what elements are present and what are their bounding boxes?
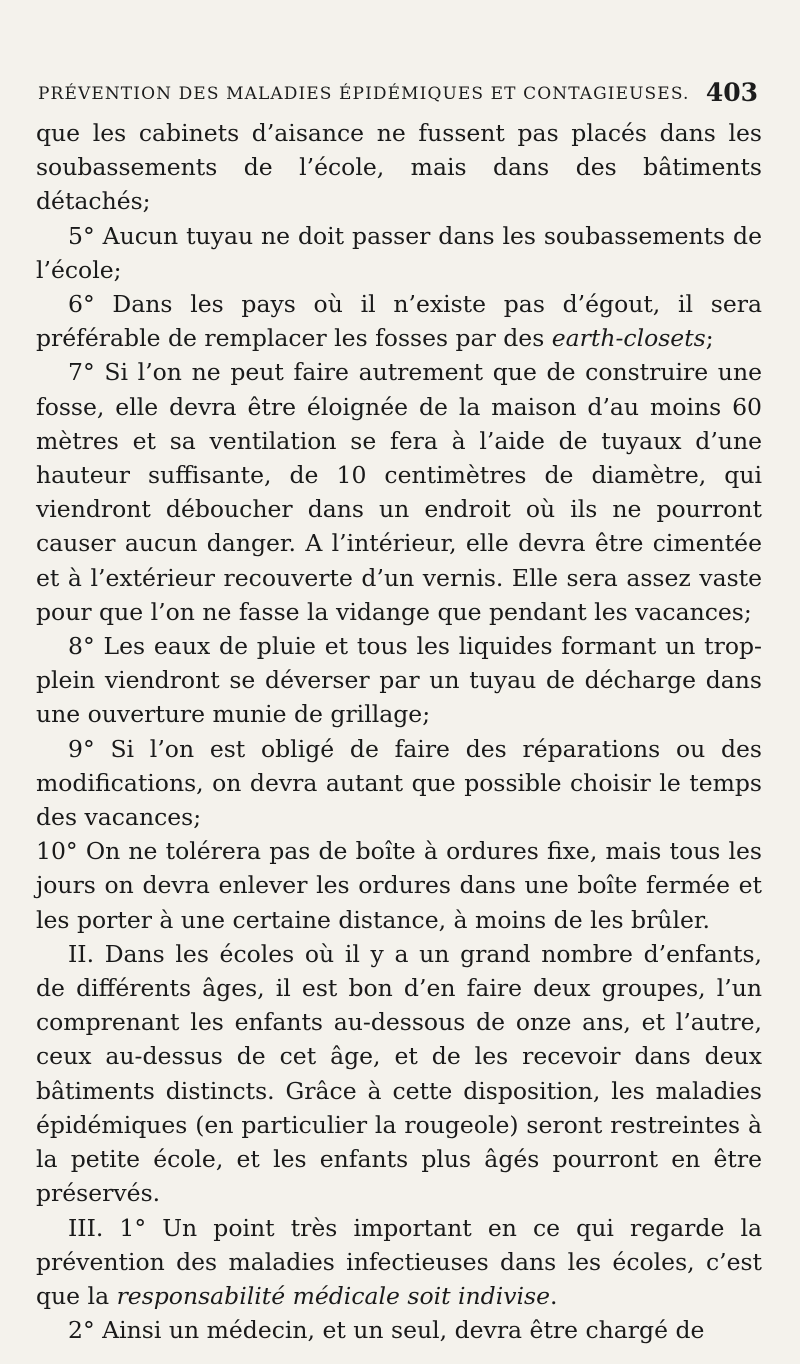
- paragraph-text: III. 1° Un point très important en ce qui regarde la prévention des maladies infectieuses dans les écoles, c’est que la: [36, 1213, 762, 1310]
- paragraph-text: 5° Aucun tuyau ne doit passer dans les soubassements de l’école;: [36, 221, 762, 284]
- paragraph-text: ;: [705, 324, 714, 353]
- italic-phrase: responsabilité médicale soit indivise: [116, 1281, 550, 1310]
- paragraph-text: 7° Si l’on ne peut faire autrement que de construire une fosse, elle devra être éloignée de la maison d’au moins 60 mètres et sa ventilation se fera à l’aide de tuyaux d’une hauteur suffisante, de 10 centimètres de diamètre, qui viendront déboucher dans un endroit où ils ne pourront causer aucun danger. A l’intérieur, elle devra être cimentée et à l’extérieur recouverte d’un vernis. Elle sera assez vaste pour que l’on ne fasse la vidange que pendant les vacances;: [36, 358, 762, 626]
- paragraph-item-9: [36, 732, 762, 835]
- paragraph-item-2: [36, 1313, 762, 1347]
- paragraph-text: 10° On ne tolérera pas de boîte à ordures fixe, mais tous les jours on devra enlever les ordures dans une boîte fermée et les porter à une certaine distance, à moins de les brûler.: [36, 837, 762, 934]
- paragraph-text: que les cabinets d’aisance ne fussent pas placés dans les soubassements de l’école, mais dans des bâtiments détachés;: [36, 119, 762, 216]
- paragraph-item-6: [36, 287, 762, 355]
- paragraph-item-10: [36, 834, 762, 937]
- paragraph-text: 6° Dans les pays où il n’existe pas d’égout, il sera préférable de remplacer les fosses par des: [36, 290, 762, 353]
- paragraph-continuation: [36, 116, 762, 219]
- running-title: PRÉVENTION DES MALADIES ÉPIDÉMIQUES ET CONTAGIEUSES.: [38, 84, 690, 104]
- paragraph-text: 9° Si l’on est obligé de faire des réparations ou des modifications, on devra autant que possible choisir le temps des vacances;: [36, 734, 762, 832]
- paragraph-item-7: [36, 355, 762, 629]
- paragraph-item-5: [36, 219, 762, 287]
- body-text: [36, 116, 762, 1347]
- paragraph-section-iii: [36, 1211, 762, 1314]
- page-number: 403: [705, 78, 758, 107]
- paragraph-item-8: [36, 629, 762, 732]
- paragraph-text: 2° Ainsi un médecin, et un seul, devra être chargé de: [68, 1316, 705, 1345]
- italic-term: earth-closets: [551, 324, 706, 353]
- page-header: [38, 78, 760, 112]
- paragraph-text: II. Dans les écoles où il y a un grand nombre d’enfants, de différents âges, il est bon d’en faire deux groupes, l’un comprenant les enfants au-dessous de onze ans, et l’autre, ceux au-dessus de cet âge, et de les recevoir dans deux bâtiments distincts. Grâce à cette disposition, les maladies épidémiques (en particulier la rougeole) seront restreintes à la petite école, et les enfants plus âgés pourront en être préservés.: [36, 939, 762, 1208]
- paragraph-text: .: [550, 1281, 558, 1310]
- paragraph-text: 8° Les eaux de pluie et tous les liquides formant un trop-plein viendront se déverser par un tuyau de décharge dans une ouverture munie de grillage;: [36, 632, 762, 729]
- paragraph-section-ii: [36, 937, 762, 1211]
